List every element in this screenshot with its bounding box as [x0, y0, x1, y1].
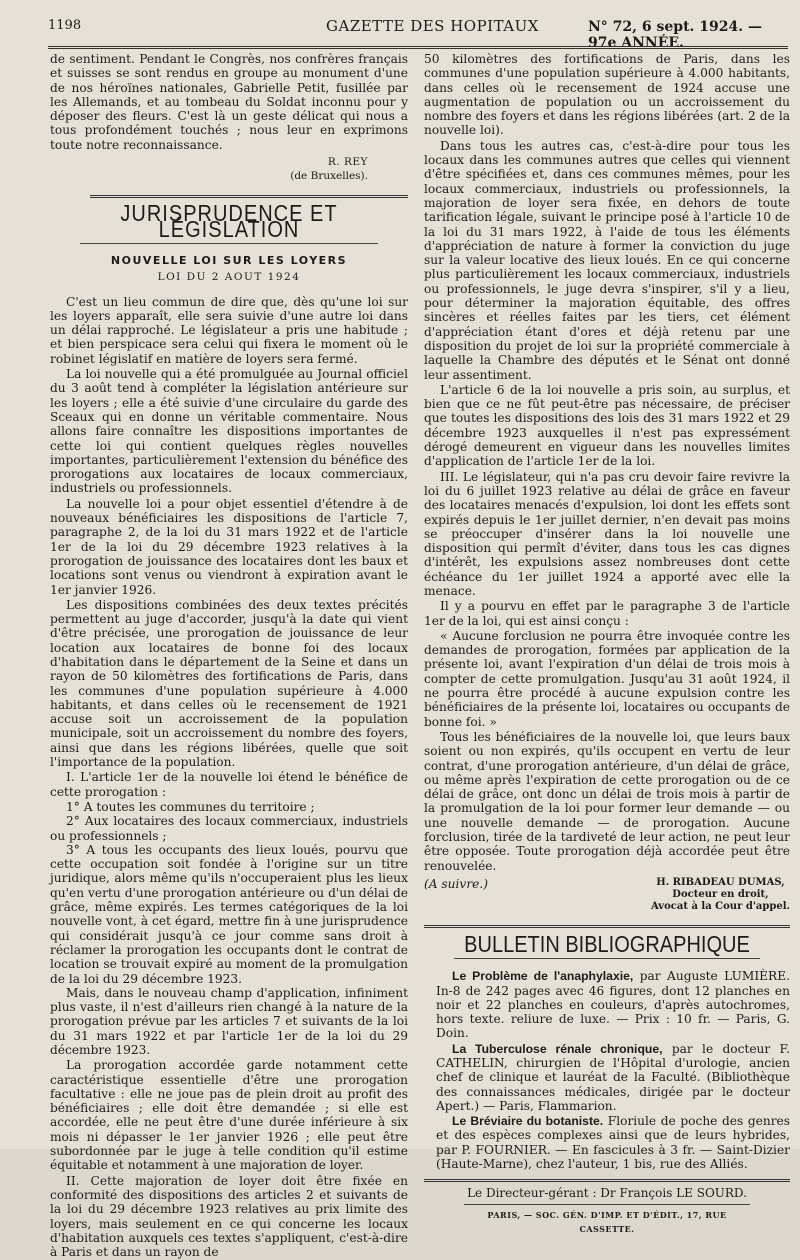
author-signature — [651, 877, 790, 913]
intro-paragraph: de sentiment. Pendant le Congrès, nos confrères français et suisses se sont rendus en groupe au monument d'une de nos héroïnes nationales, Gabrielle Petit, fusillée par les Allemands, et au tombeau du Soldat inconnu pour y déposer des fleurs. C'est là un geste délicat qui nous a tous profondément touchés ; nous leur en exprimons toute notre reconnaissance. — [50, 52, 408, 152]
issue-info: N° 72, 6 sept. 1924. — 97e ANNÉE. — [588, 19, 763, 51]
intro-signature-city: (de Bruxelles). — [290, 170, 368, 183]
biblio-entry-text: par le docteur F. CATHELIN, chirurgien de l'Hôpital d'urologie, ancien chef de clinique et lauréat de la Faculté. (Bibliothèque des connaissances médicales, dirigée par le docteur Apert.) — Paris, Flammarion. — [436, 1041, 790, 1113]
paragraph: Dans tous les autres cas, c'est-à-dire pour tous les locaux dans les communes autres que celles qui viennent d'être spécifiées et, dans ces communes mêmes, pour les locaux commerciaux, industriels ou professionnels, la majoration de loyer sera fixée, en dehors de toute tarification légale, suivant le principe posé à l'article 10 de la loi du 31 mars 1922, à l'aide de tous les éléments d'appréciation de nature à former la conviction du juge sur la valeur locative des lieux loués. En ce qui concerne plus particulièrement les locaux commerciaux, industriels ou professionnels, le juge devra s'inspirer, s'il y a lieu, pour déterminer la majoration équitable, des offres sincères et réelles faites par les tiers, cet élément d'appréciation étant d'ores et déjà retenu par une disposition du projet de loi sur la propriété commerciale à laquelle la Chambre des députés et le Sénat ont donné leur assentiment. — [424, 138, 790, 382]
paragraph: Mais, dans le nouveau champ d'application, infiniment plus vaste, il n'est d'ailleurs rien changé à la nature de la prorogation prévue par les articles 7 et suivants de la loi du 31 mars 1922 et par l'article 1er de la loi du 29 décembre 1923. — [50, 985, 408, 1057]
right-column — [424, 52, 790, 1236]
to-be-continued: (A suivre.) — [424, 876, 488, 891]
article-date: LOI DU 2 AOUT 1924 — [157, 271, 301, 284]
page-number: 1198 — [48, 18, 82, 33]
biblio-entry-title: Le Bréviaire du botaniste. — [452, 1114, 604, 1129]
printer-footer: PARIS, — SOC. GÉN. D'IMP. ET D'ÉDIT., 17, RUE CASSETTE. — [464, 1204, 750, 1237]
paragraph: La loi nouvelle qui a été promulguée au Journal officiel du 3 août tend à compléter la législation antérieure sur les loyers ; elle a été suivie d'une circulaire du garde des Sceaux qui en donne un véritable commentaire. Nous allons faire connaître les dispositions importantes de cette loi qui contient quelques règles nouvelles importantes, particulièrement l'extension du bénéfice des prorogations aux locataires de locaux commerciaux, industriels ou professionnels. — [50, 367, 408, 496]
bulletin-title: BULLETIN BIBLIOGRAPHIQUE — [464, 932, 750, 958]
biblio-entry — [424, 969, 790, 1040]
author-role: Avocat à la Cour d'appel. — [650, 900, 790, 912]
author-name: H. RIBADEAU DUMAS, — [656, 876, 785, 888]
paragraph: L'article 6 de la loi nouvelle a pris soin, au surplus, et bien que ce ne fût peut-être pas nécessaire, de préciser que toutes les dispositions des lois des 31 mars 1922 et 29 décembre 1923 auxquelles il n'est pas expressément dérogé demeurent en vigueur dans les nouvelles limites d'application de l'article 1er de la loi. — [424, 382, 790, 469]
author-title: Docteur en droit, — [672, 888, 769, 900]
paragraph: I. L'article 1er de la nouvelle loi étend le bénéfice de cette prorogation : — [50, 770, 408, 799]
biblio-entry-title: Le Problème de l'anaphylaxie, — [452, 969, 634, 984]
left-column — [50, 52, 408, 1260]
director-footer: Le Directeur-gérant : Dr François LE SOURD. — [424, 1179, 790, 1200]
biblio-entry-title: La Tuberculose rénale chronique, — [452, 1041, 663, 1056]
biblio-entry — [424, 1114, 790, 1171]
article-subtitle: NOUVELLE LOI SUR LES LOYERS — [110, 253, 348, 267]
paragraph: Les dispositions combinées des deux textes précités permettent au juge d'accorder, jusqu'à la date qui vient d'être précisée, une prorogation de jouissance de leur location aux locataires de bonne foi des locaux d'habitation dans le département de la Seine et dans un rayon de 50 kilomètres des fortifications de Paris, dans les communes d'une population supérieure à 4.000 habitants, et dans celles où le recensement de 1921 accuse soit un accroissement de la population municipale, soit un accroissement du nombre des foyers, ainsi que dans les régions libérées, quelle que soit l'importance de la population. — [50, 597, 408, 770]
biblio-entry-text: par Auguste LUMIÈRE. In-8 de 242 pages avec 46 figures, dont 12 planches en noir et 22 planches en couleurs, d'après autochromes, hors texte. reliure de luxe. — Prix : 10 fr. — Paris, G. Doin. — [436, 969, 790, 1041]
list-item: 3° A tous les occupants des lieux loués, pourvu que cette occupation soit fondée à l'origine sur un titre juridique, alors même qu'ils n'occuperaient plus les lieux qu'en vertu d'une prorogation antérieure ou d'un délai de grâce, même expirés. Les termes catégoriques de la loi nouvelle vont, à cet égard, mettre fin à une jurisprudence qui considérait jusqu'à ce jour comme sans droit à réclamer la prorogation les occupants dont le contrat de location se trouvait expiré au moment de la promulgation de la loi du 29 décembre 1923. — [50, 842, 408, 986]
section-divider — [424, 925, 790, 928]
bulletin-underline — [454, 958, 760, 959]
biblio-entry-text: Floriule de poche des genres et des espèces complexes ainsi que de leurs hybrides, par P. FOURNIER. — En fascicules à 3 fr. — Saint-Dizier (Haute-Marne), chez l'auteur, 1 bis, rue des Alliés. — [436, 1114, 790, 1172]
paragraph: II. Cette majoration de loyer doit être fixée en conformité des dispositions des articles 2 et suivants de la loi du 29 décembre 1923 relatives au prix limite des loyers, mais seulement en ce qui concerne les locaux d'habitation auxquels ces textes s'appliquent, c'est-à-dire à Paris et dans un rayon de — [50, 1173, 408, 1260]
paragraph: 50 kilomètres des fortifications de Paris, dans les communes d'une population supérieure à 4.000 habitants, dans celles où le recensement de 1924 accuse une augmentation de population ou un accroissement du nombre des foyers et dans les régions libérées (art. 2 de la nouvelle loi). — [424, 52, 790, 138]
paragraph: La prorogation accordée garde notamment cette caractéristique essentielle d'être une prorogation facultative : elle ne joue pas de plein droit au profit des bénéficiaires ; elle doit être demandée ; si elle est accordée, elle ne peut être d'une durée inférieure à six mois ni dépasser le 1er janvier 1926 ; elle peut être subordonnée par le juge à telle condition qu'il estime équitable et notamment à une majoration de loyer. — [50, 1058, 408, 1173]
header-rule — [48, 46, 788, 49]
paragraph: La nouvelle loi a pour objet essentiel d'étendre à de nouveaux bénéficiaires les dispositions de l'article 7, paragraphe 2, de la loi du 31 mars 1922 et de l'article 1er de la loi du 29 décembre 1923 relatives à la prorogation de jouissance des locataires dont les baux et locations sont venus ou viendront à expiration avant le 1er janvier 1926. — [50, 496, 408, 597]
section-divider — [90, 195, 408, 198]
intro-signature: R. REY — [327, 156, 368, 169]
page-header — [48, 10, 788, 51]
section-title: JURISPRUDENCE ET LÉGISLATION — [120, 201, 338, 244]
article-signature-row — [424, 877, 790, 913]
paragraph: Il y a pourvu en effet par le paragraphe 3 de l'article 1er de la loi, qui est ainsi conçu : — [424, 599, 790, 628]
title-underline — [80, 243, 378, 244]
quoted-paragraph: « Aucune forclusion ne pourra être invoquée contre les demandes de prorogation, formées par application de la présente loi, avant l'expiration d'un délai de trois mois à compter de cette promulgation. Jusqu'au 31 août 1924, il ne pourra être procédé à aucune expulsion contre les bénéficiaires de la présente loi, locataires ou occupants de bonne foi. » — [424, 628, 790, 729]
list-item: 2° Aux locataires des locaux commerciaux, industriels ou professionnels ; — [50, 814, 408, 843]
paragraph: Tous les bénéficiaires de la nouvelle loi, que leurs baux soient ou non expirés, qu'ils occupent en vertu de leur contrat, d'une prorogation antérieure, d'un délai de grâce, ou même après l'expiration de cette prorogation ou de ce délai de grâce, ont donc un délai de trois mois à partir de la promulgation de la loi pour former leur demande — ou une nouvelle demande — de prorogation. Aucune forclusion, tirée de la tardiveté de leur action, ne peut leur être opposée. Toute prorogation déjà accordée peut être renouvelée. — [424, 729, 790, 873]
paragraph: III. Le législateur, qui n'a pas cru devoir faire revivre la loi du 6 juillet 1923 relative au délai de grâce en faveur des locataires menacés d'expulsion, loi dont les effets sont expirés depuis le 1er juillet dernier, n'en devait pas moins se préoccuper d'insérer dans la loi nouvelle une disposition qui permît d'éviter, dans tous les cas dignes d'intérêt, les expulsions assez nombreuses dont cette échéance du 1er juillet 1924 a apporté avec elle la menace. — [424, 469, 790, 598]
gazette-title: GAZETTE DES HOPITAUX — [326, 17, 539, 35]
biblio-entry — [424, 1042, 790, 1113]
list-item: 1° A toutes les communes du territoire ; — [66, 799, 315, 814]
paragraph: C'est un lieu commun de dire que, dès qu'une loi sur les loyers apparaît, elle sera suivie d'une autre loi dans un délai rapproché. Le législateur a pris une habitude ; et bien perspicace sera celui qui fixera le moment où le robinet législatif en matière de loyers sera fermé. — [50, 294, 408, 366]
